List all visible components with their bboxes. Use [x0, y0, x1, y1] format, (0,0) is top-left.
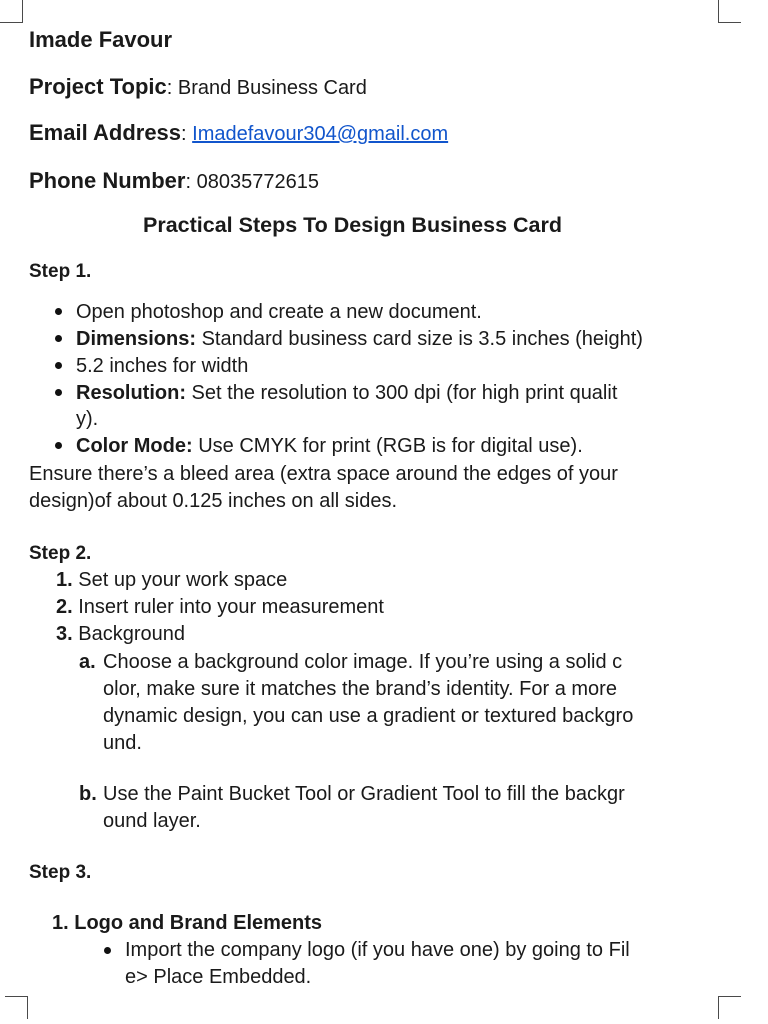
document-title: Practical Steps To Design Business Card [143, 213, 562, 237]
bullet-text: Open photoshop and create a new document. [76, 301, 482, 323]
colon: : [185, 171, 192, 193]
step-3-bullet-line: e> Place Embedded. [125, 966, 312, 988]
item-number: 1. [56, 569, 73, 591]
phone-line [29, 170, 319, 192]
step-3-bullet-line: Import the company logo (if you have one) by going to Fil [125, 939, 630, 961]
step-2-item [56, 624, 185, 644]
sub-item-letter: a. [79, 651, 96, 673]
sub-item-letter: b. [79, 783, 97, 805]
bullet-dot [55, 389, 62, 396]
bullet-dot [55, 362, 62, 369]
colon: : [181, 123, 187, 145]
project-topic-line [29, 76, 367, 98]
item-number: 1. [52, 912, 69, 934]
sub-item-line: Use the Paint Bucket Tool or Gradient Tool to fill the backgr [103, 783, 625, 805]
sub-item-line: und. [103, 732, 142, 754]
author-name: Imade Favour [29, 27, 173, 52]
bullet-bold-label: Dimensions: [76, 328, 197, 350]
bullet-bold-label: Resolution: [76, 382, 186, 404]
step-3-item [52, 913, 322, 933]
bullet-dot [104, 947, 111, 954]
step-1-bullet [76, 329, 643, 349]
project-topic-label: Project Topic [29, 74, 167, 99]
sub-item-line: Choose a background color image. If you’re using a solid c [103, 651, 623, 673]
crop-mark-top-left [0, 0, 23, 23]
step-2-heading: Step 2. [29, 543, 92, 564]
item-text: Logo and Brand Elements [74, 912, 323, 934]
crop-mark-bottom-left [5, 996, 28, 1019]
paragraph-line: Ensure there’s a bleed area (extra space around the edges of your [29, 463, 618, 485]
bullet-dot [55, 442, 62, 449]
bullet-text: Use CMYK for print (RGB is for digital use). [192, 435, 583, 457]
bullet-continuation: y). [76, 408, 99, 430]
item-text: Background [78, 623, 185, 645]
sub-item-line: olor, make sure it matches the brand’s identity. For a more [103, 678, 617, 700]
step-2-item [56, 597, 384, 617]
step-3-heading: Step 3. [29, 862, 92, 883]
step-1-bullet [76, 302, 482, 322]
bullet-dot [55, 308, 62, 315]
project-topic-value: Brand Business Card [177, 77, 367, 99]
bullet-text: 5.2 inches for width [76, 355, 249, 377]
step-1-bullet [76, 383, 617, 403]
phone-value: 08035772615 [196, 171, 319, 193]
crop-mark-bottom-right [718, 996, 741, 1019]
bullet-text: Set the resolution to 300 dpi (for high print qualit [186, 382, 618, 404]
email-link[interactable]: Imadefavour304@gmail.com [192, 123, 449, 145]
email-line [29, 122, 448, 144]
sub-item-line: dynamic design, you can use a gradient or textured backgro [103, 705, 634, 727]
bullet-bold-label: Color Mode: [76, 435, 193, 457]
step-2-item [56, 570, 287, 590]
colon: : [166, 77, 173, 99]
sub-item-line: ound layer. [103, 810, 201, 832]
phone-label: Phone Number [29, 168, 186, 193]
step-1-bullet [76, 356, 248, 376]
bullet-text: Standard business card size is 3.5 inches (height) [196, 328, 643, 350]
paragraph-line: design)of about 0.125 inches on all sides. [29, 490, 398, 512]
item-text: Set up your work space [78, 569, 288, 591]
bullet-dot [55, 335, 62, 342]
email-label: Email Address [29, 120, 182, 145]
step-1-bullet [76, 436, 583, 456]
item-number: 2. [56, 596, 73, 618]
item-number: 3. [56, 623, 73, 645]
step-1-heading: Step 1. [29, 261, 92, 282]
crop-mark-top-right [718, 0, 741, 23]
item-text: Insert ruler into your measurement [78, 596, 384, 618]
